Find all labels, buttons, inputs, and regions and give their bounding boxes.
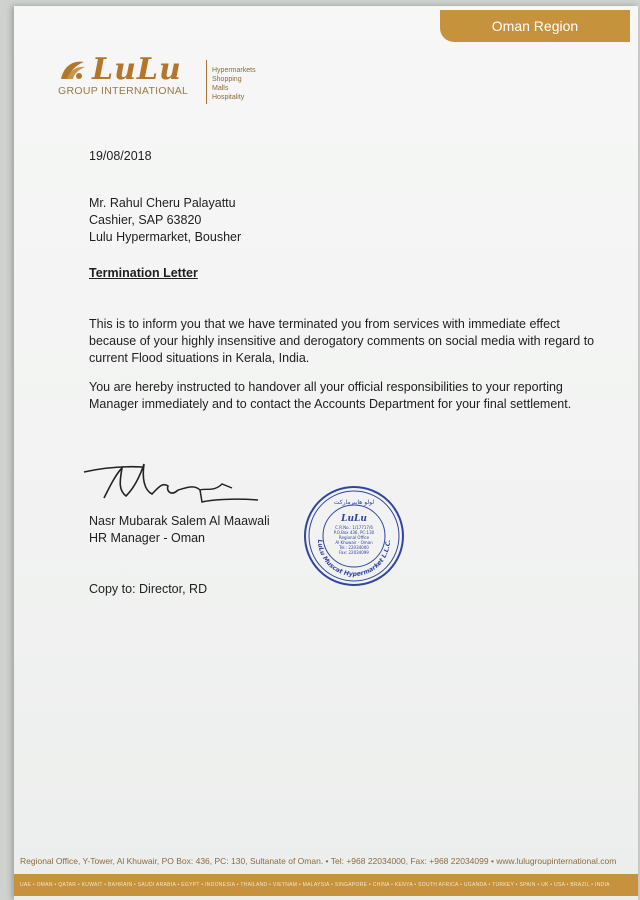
logo-line: Shopping Malls xyxy=(212,76,242,92)
recipient-line: Lulu Hypermarket, Bousher xyxy=(89,230,242,244)
region-tab xyxy=(440,10,630,42)
footer-address: Regional Office, Y-Tower, Al Khuwair, PO Box: 436, PC: 130, Sultanate of Oman. • Tel: +968 22034000, Fax: +968 22034099 • www.lulugroupinternational.com xyxy=(20,856,617,866)
signatory-title: HR Manager - Oman xyxy=(89,531,206,545)
logo-divider xyxy=(206,60,207,104)
stamp-line: Regional Office xyxy=(338,535,370,540)
footer-country-band: UAE • OMAN • QATAR • KUWAIT • BAHRAIN • SAUDI ARABIA • EGYPT • INDONESIA • THAILAND • VIETNAM • MALAYSIA • SINGAPORE • CHINA • KENYA • SOUTH AFRICA • UGANDA • TURKEY • SPAIN • UK • USA • BRAZIL • INDIA xyxy=(14,874,638,896)
logo-subtitle: GROUP INTERNATIONAL xyxy=(58,85,189,97)
letter-page xyxy=(14,6,638,900)
recipient-line: Mr. Rahul Cheru Palayattu xyxy=(89,196,236,210)
recipient-address xyxy=(89,195,609,246)
logo-line: Hypermarkets xyxy=(212,67,256,74)
svg-text:لولو هايبرماركت: لولو هايبرماركت xyxy=(333,499,375,506)
copy-to: Copy to: Director, RD xyxy=(89,582,208,596)
logo-wordmark: LuLu xyxy=(92,52,182,87)
handwritten-signature xyxy=(82,458,262,508)
logo-business-lines xyxy=(212,66,256,102)
region-label: Oman Region xyxy=(491,18,579,34)
stamp-line: Tel.: 22034000 xyxy=(339,545,369,550)
company-stamp xyxy=(302,484,406,588)
lulu-emblem-icon xyxy=(58,57,88,83)
svg-text:LuLu: LuLu xyxy=(341,514,367,524)
signatory-name: Nasr Mubarak Salem Al Maawali xyxy=(89,514,270,528)
letter-paragraph-1: This is to inform you that we have terminated you from services with immediate effect because of your highly insensitive and derogatory comments on social media with regard to current Flood situations in Kerala, India. xyxy=(89,317,595,365)
signatory-block xyxy=(89,513,270,547)
letter-paragraph-2: You are hereby instructed to handover all your official responsibilities to your reporting Manager immediately and to contact the Accounts Department for your final settlement. xyxy=(89,380,572,411)
stamp-outer-text: LuLu Muscat Hypermarket L.L.C. xyxy=(315,539,393,579)
letter-body xyxy=(89,148,609,413)
stamp-line: C.R.No.: 1/17717/6 xyxy=(335,525,373,530)
stamp-line: Fax: 22034099 xyxy=(339,550,369,555)
stamp-line: P.O.Box 436, PC:130 xyxy=(333,530,375,535)
stamp-line: Al Khuwair - Oman xyxy=(335,540,373,545)
recipient-line: Cashier, SAP 63820 xyxy=(89,213,202,227)
letter-date: 19/08/2018 xyxy=(89,149,152,163)
logo-line: Hospitality xyxy=(212,94,245,101)
letter-subject: Termination Letter xyxy=(89,266,198,280)
company-logo xyxy=(58,52,256,101)
